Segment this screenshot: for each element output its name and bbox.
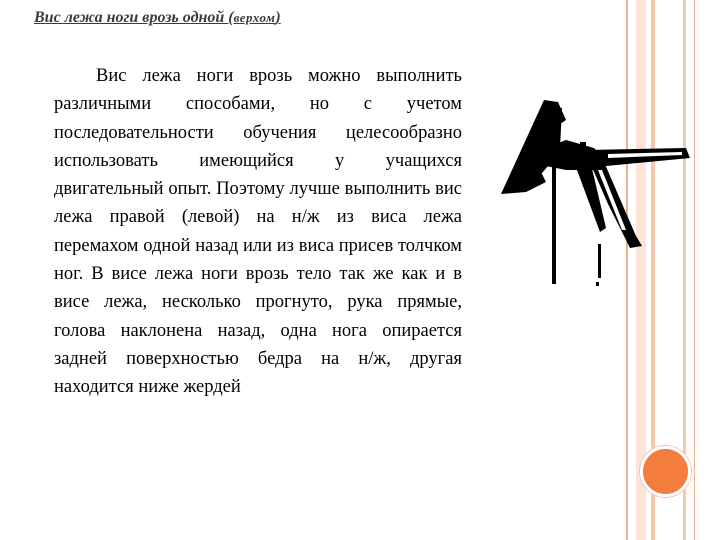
bar-post-lower — [598, 244, 601, 278]
title-main: Вис лежа ноги врозь одной ( — [34, 9, 234, 26]
mark — [580, 142, 586, 146]
gymnast-on-bars-figure-icon — [496, 96, 696, 286]
decor-circle — [640, 446, 691, 497]
body-text: Вис лежа ноги врозь можно выполнить различными способами, но с учетом последовательности обучения целесообразно использовать имеющийся у учащихся двигательный опыт. Поэтому лучше выполнить вис лежа правой (левой) на н/ж из виса лежа перемахом одной назад или из виса присев толчком ног. В висе лежа ноги врозь тело так же как и в висе лежа, несколько прогнуто, рука прямые, голова наклонена назад, одна нога опирается задней поверхностью бедра на н/ж, другая находится ниже жердей — [54, 66, 462, 398]
mark — [596, 282, 599, 286]
title-close: ) — [275, 9, 281, 26]
slide-title — [34, 9, 281, 27]
title-caps: верхом — [233, 10, 276, 25]
